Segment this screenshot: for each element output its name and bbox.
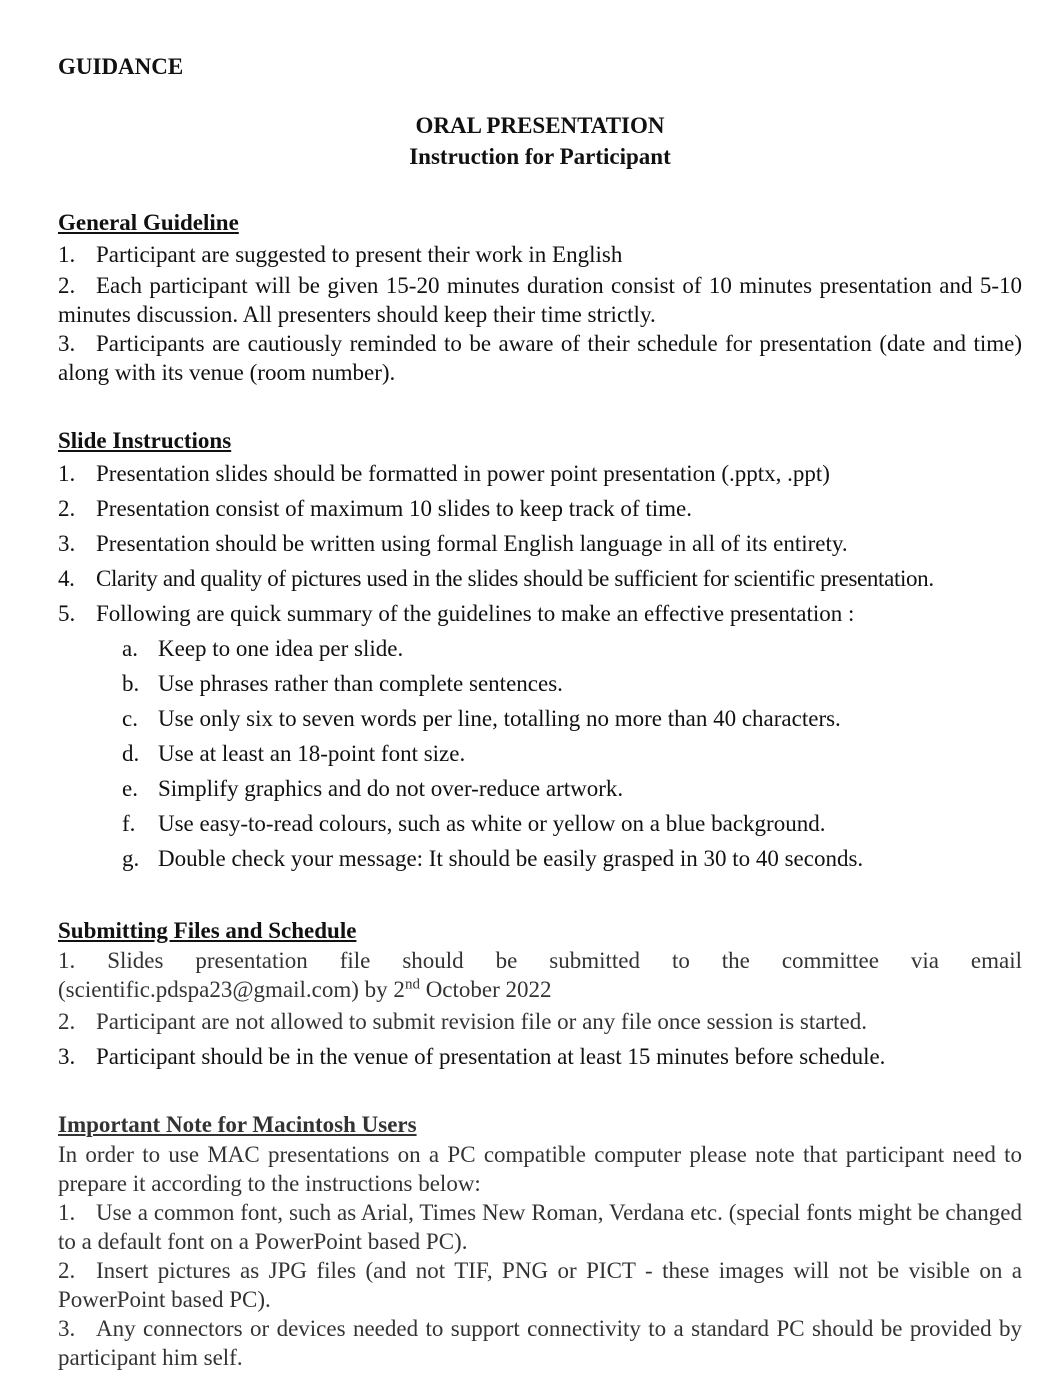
slide-instructions-heading: Slide Instructions: [58, 428, 232, 453]
list-text: Presentation consist of maximum 10 slides to keep track of time.: [96, 496, 692, 521]
sub-list-item: [58, 666, 1022, 701]
list-letter: c.: [122, 706, 138, 731]
list-text: Clarity and quality of pictures used in the slides should be sufficient for scientific presentation.: [96, 566, 934, 591]
list-text: Use a common font, such as Arial, Times New Roman, Verdana etc. (special fonts might be changed to a default font on a PowerPoint based PC).: [58, 1200, 1022, 1254]
title-block: [58, 110, 1022, 172]
list-text: Use phrases rather than complete sentences.: [158, 671, 563, 696]
list-letter: a.: [122, 636, 138, 661]
submitting-files-section: [58, 916, 1022, 1074]
list-item: [58, 1256, 1022, 1314]
list-item: [58, 946, 1022, 975]
slide-instructions-section: [58, 426, 1022, 876]
list-item: [58, 1198, 1022, 1256]
list-text: Following are quick summary of the guidelines to make an effective presentation :: [96, 601, 855, 626]
list-number: 4.: [58, 566, 75, 591]
list-item: [58, 1039, 1022, 1074]
list-letter: e.: [122, 776, 138, 801]
document-label: GUIDANCE: [58, 54, 184, 79]
list-number: 2.: [58, 1258, 76, 1283]
list-number: 3.: [58, 331, 76, 356]
list-text: Insert pictures as JPG files (and not TIF, PNG or PICT - these images will not be visible on a PowerPoint based PC).: [58, 1258, 1022, 1312]
list-item: [58, 596, 1022, 631]
ordinal-suffix: nd: [404, 976, 420, 993]
sub-list-item: [58, 841, 1022, 876]
sub-list-item: [58, 771, 1022, 806]
list-text: Participant are suggested to present their work in English: [96, 242, 623, 267]
list-item: [58, 526, 1022, 561]
list-number: 1.: [58, 461, 76, 486]
list-text: Use only six to seven words per line, totalling no more than 40 characters.: [158, 706, 841, 731]
sub-list-item: [58, 631, 1022, 666]
general-guideline-heading: General Guideline: [58, 210, 239, 235]
list-item: [58, 271, 1022, 329]
list-text: Slides presentation file should be submitted to the committee via email: [107, 948, 1022, 973]
page-subtitle: Instruction for Participant: [409, 144, 671, 169]
list-number: 1.: [58, 1200, 76, 1225]
list-letter: f.: [122, 811, 136, 836]
list-number: 1.: [58, 948, 76, 973]
list-text: Presentation should be written using formal English language in all of its entirety.: [96, 531, 848, 556]
list-number: 5.: [58, 601, 76, 626]
list-text: Double check your message: It should be easily grasped in 30 to 40 seconds.: [158, 846, 864, 871]
list-text: Participant should be in the venue of presentation at least 15 minutes before schedule.: [96, 1044, 886, 1069]
list-text: Presentation slides should be formatted in power point presentation (.pptx, .ppt): [96, 461, 830, 486]
list-number: 2.: [58, 1009, 76, 1034]
list-text: Any connectors or devices needed to support connectivity to a standard PC should be provided by participant him self.: [58, 1316, 1022, 1370]
list-number: 3.: [58, 1316, 76, 1341]
list-text: Use at least an 18-point font size.: [158, 741, 466, 766]
list-letter: d.: [122, 741, 140, 766]
list-text: Simplify graphics and do not over-reduce artwork.: [158, 776, 624, 801]
list-item: [58, 1004, 1022, 1039]
list-item: [58, 238, 1022, 271]
list-text: Keep to one idea per slide.: [158, 636, 404, 661]
sub-list-item: [58, 806, 1022, 841]
list-text: Use easy-to-read colours, such as white or yellow on a blue background.: [158, 811, 826, 836]
list-text: Each participant will be given 15-20 minutes duration consist of 10 minutes presentation and 5-10 minutes discussion. All presenters should keep their time strictly.: [58, 273, 1022, 327]
list-item: [58, 329, 1022, 387]
general-guideline-section: [58, 208, 1022, 387]
list-number: 2.: [58, 496, 76, 521]
list-item-continuation: [58, 975, 1022, 1004]
email-text: (scientific.pdspa23@gmail.com) by 2: [58, 977, 405, 1002]
page-title: ORAL PRESENTATION: [415, 113, 665, 138]
mac-note-heading: Important Note for Macintosh Users: [58, 1112, 417, 1137]
list-number: 2.: [58, 273, 76, 298]
list-letter: b.: [122, 671, 140, 696]
mac-note-section: [58, 1110, 1022, 1372]
mac-note-intro: In order to use MAC presentations on a PC compatible computer please note that participant need to prepare it according to the instructions below:: [58, 1142, 1022, 1196]
list-item: [58, 491, 1022, 526]
submitting-files-heading: Submitting Files and Schedule: [58, 918, 357, 943]
list-number: 1.: [58, 242, 76, 267]
sub-list-item: [58, 736, 1022, 771]
list-number: 3.: [58, 1044, 76, 1069]
list-text: Participant are not allowed to submit revision file or any file once session is started.: [96, 1009, 867, 1034]
list-item: [58, 456, 1022, 491]
list-number: 3.: [58, 531, 76, 556]
list-item: [58, 561, 1022, 596]
list-letter: g.: [122, 846, 140, 871]
sub-list-item: [58, 701, 1022, 736]
list-item: [58, 1314, 1022, 1372]
date-text: October 2022: [419, 977, 552, 1002]
list-text: Participants are cautiously reminded to be aware of their schedule for presentation (date and time) along with its venue (room number).: [58, 331, 1022, 385]
